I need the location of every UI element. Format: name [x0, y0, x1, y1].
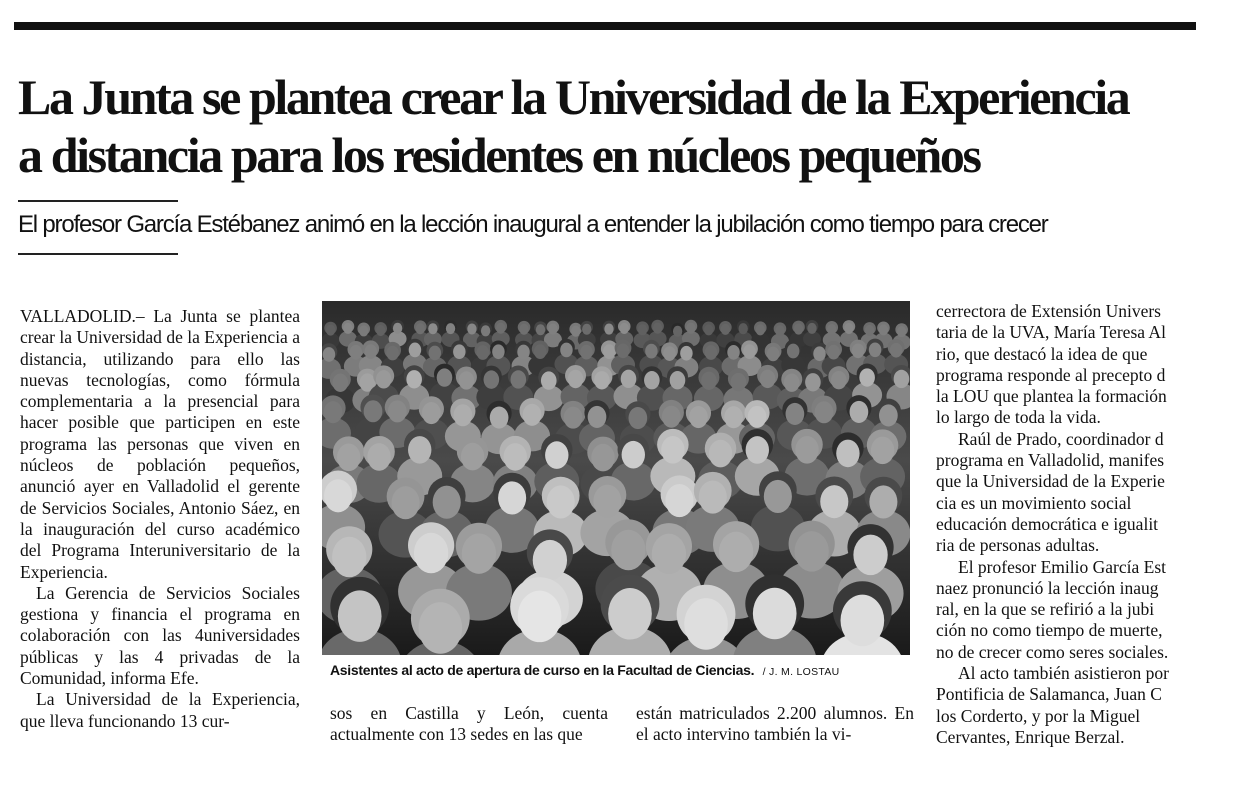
text-line: ción no como tiempo de muerte, [936, 620, 1163, 641]
text-line: educación democrática e igualit [936, 513, 1159, 534]
paragraph: sos en Castilla y León, cuenta actualmente con 13 sedes en las que [330, 703, 608, 745]
paragraph: están matriculados 2.200 alumnos. En el acto intervino también la vi- [636, 703, 914, 745]
text-line: Raúl de Prado, coordinador d [958, 428, 1164, 449]
photo-credit: / J. M. LOSTAU [762, 666, 840, 678]
text-line: taria de la UVA, María Teresa Al [936, 322, 1166, 343]
crowd-figures [322, 320, 910, 655]
headline-line-1: La Junta se plantea crear la Universidad de la Experiencia [18, 69, 1129, 125]
text-line: ral, en la que se refirió a la jubi [936, 599, 1155, 620]
text-line: El profesor Emilio García Est [958, 556, 1166, 577]
paragraph: La Gerencia de Servicios Sociales gestiona y financia el programa en colaboración con las 4universidades públicas y las 4 privadas de la Comunidad, informa Efe. [20, 582, 300, 689]
subheadline: El profesor García Estébanez animó en la lección inaugural a entender la jubilación como tiempo para crecer [18, 211, 1048, 238]
text-line: cerrectora de Extensión Univers [936, 301, 1161, 321]
text-line: ria de personas adultas. [936, 535, 1100, 556]
photo-caption [330, 662, 920, 680]
body-column-4 [936, 301, 1198, 747]
subhead-rule-bottom [18, 253, 178, 255]
text-line: lo largo de toda la vida. [936, 407, 1101, 428]
paragraph: La Universidad de la Experiencia, que lleva funcionando 13 cur- [20, 689, 300, 731]
text-line: Al acto también asistieron por [958, 663, 1169, 684]
headline [18, 68, 1218, 184]
headline-line-2: a distancia para los residentes en núcleos pequeños [18, 127, 980, 183]
caption-text: Asistentes al acto de apertura de curso en la Facultad de Ciencias. [330, 662, 755, 678]
text-line: no de crecer como seres sociales. [936, 641, 1169, 662]
top-rule [14, 22, 1196, 30]
news-photo-audience [322, 301, 910, 655]
body-column-3 [636, 703, 914, 747]
text-line: Pontificia de Salamanca, Juan C [936, 684, 1162, 705]
text-line: Cervantes, Enrique Berzal. [936, 726, 1125, 747]
body-column-2 [330, 703, 608, 747]
body-column-1 [20, 306, 300, 746]
text-line: los Corderto, y por la Miguel [936, 705, 1141, 726]
text-line: programa responde al precepto d [936, 364, 1166, 385]
text-line: cia es un movimiento social [936, 492, 1132, 513]
subhead-rule-top [18, 200, 178, 202]
text-line: programa en Valladolid, manifes [936, 450, 1165, 471]
text-line: la LOU que plantea la formación [936, 386, 1167, 407]
text-line: rio, que destacó la idea de que [936, 343, 1148, 364]
text-line: que la Universidad de la Experie [936, 471, 1165, 492]
text-line: naez pronunció la lección inaug [936, 577, 1159, 598]
paragraph: VALLADOLID.– La Junta se plantea crear la Universidad de la Experiencia a distancia, utilizando para ello las nuevas tecnologías, como fórmula complementaria a la presencial para hacer posible que participen en este programa las personas que viven en núcleos de población pequeños, anunció ayer en Valladolid el gerente de Servicios Sociales, Antonio Sáez, en la inauguración del curso académico del Programa Interuniversitario de la Experiencia. [20, 306, 300, 582]
